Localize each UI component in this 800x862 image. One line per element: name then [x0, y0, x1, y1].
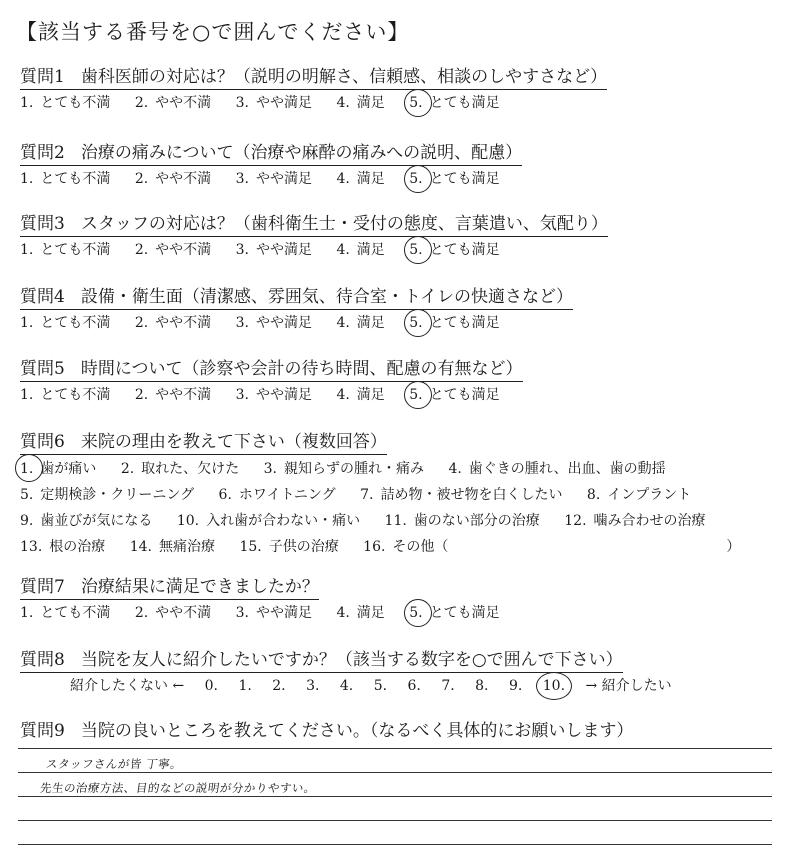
question-9 [20, 720, 790, 742]
question-number: 質問8 [20, 650, 65, 670]
reason-option-3[interactable]: 3. 親知らずの腫れ・痛み [263, 461, 424, 477]
question-1 [20, 66, 790, 114]
scale-5[interactable]: 5. [373, 678, 388, 694]
question-text: 治療結果に満足できましたか？ [80, 577, 319, 597]
question-1-heading [20, 66, 607, 90]
option-5-circled[interactable]: 5. とても満足 [409, 239, 499, 261]
option-3[interactable]: 3. やや満足 [235, 605, 312, 621]
scale-10-circled[interactable]: 10. [543, 675, 565, 697]
option-4[interactable]: 4. 満足 [336, 605, 385, 621]
question-number: 質問2 [20, 143, 65, 163]
scale-right-label: → 紹介したい [585, 678, 672, 694]
reason-option-11[interactable]: 11. 歯のない部分の治療 [384, 513, 540, 529]
reason-option-13[interactable]: 13. 根の治療 [20, 539, 106, 555]
question-2 [20, 142, 790, 190]
option-4[interactable]: 4. 満足 [336, 95, 385, 111]
question-text: 当院の良いところを教えてください。（なるべく具体的にお願いします） [80, 721, 634, 741]
question-number: 質問7 [20, 577, 65, 597]
question-text: 歯科医師の対応は？（説明の明解さ、信頼感、相談のしやすさなど） [80, 67, 608, 87]
question-5-heading [20, 358, 523, 382]
reason-option-7[interactable]: 7. 詰め物・被せ物を白くしたい [360, 487, 563, 503]
question-9-heading [20, 720, 790, 742]
answer-line [18, 748, 772, 749]
reason-option-5[interactable]: 5. 定期検診・クリーニング [20, 487, 195, 503]
option-2[interactable]: 2. やや不満 [134, 171, 212, 187]
rating-options [20, 312, 790, 334]
question-text: 治療の痛みについて（治療や麻酔の痛みへの説明、配慮） [80, 143, 523, 163]
question-number: 質問4 [20, 287, 65, 307]
scale-left-label: 紹介したくない ← [70, 678, 185, 694]
question-text: 時間について（診察や会計の待ち時間、配慮の有無など） [80, 359, 523, 379]
reason-options [20, 509, 790, 533]
rating-options [20, 602, 790, 624]
reason-options [20, 457, 790, 481]
answer-line [18, 796, 772, 797]
question-4 [20, 286, 790, 334]
option-5-circled[interactable]: 5. とても満足 [409, 312, 499, 334]
question-3-heading [20, 213, 608, 237]
scale-9[interactable]: 9. [508, 678, 523, 694]
reason-option-12[interactable]: 12. 噛み合わせの治療 [564, 513, 706, 529]
reason-options [20, 535, 790, 559]
reason-option-16-other[interactable]: 16. その他（ [363, 539, 449, 555]
question-6 [20, 431, 790, 559]
option-1[interactable]: 1. とても不満 [20, 171, 111, 187]
handwritten-answer-1[interactable]: スタッフさんが皆 丁寧。 [45, 757, 184, 771]
page-title: 【該当する番号を○で囲んでください】 [16, 20, 410, 44]
question-text: 来院の理由を教えて下さい（複数回答） [80, 432, 387, 452]
option-3[interactable]: 3. やや満足 [235, 387, 312, 403]
rating-options [20, 92, 790, 114]
option-3[interactable]: 3. やや満足 [235, 315, 312, 331]
option-1[interactable]: 1. とても不満 [20, 315, 111, 331]
question-3 [20, 213, 790, 261]
question-8-heading [20, 649, 623, 673]
question-number: 質問1 [20, 67, 65, 87]
answer-line [18, 844, 772, 845]
option-4[interactable]: 4. 満足 [336, 315, 385, 331]
rating-options [20, 384, 790, 406]
option-5-circled[interactable]: 5. とても満足 [409, 602, 499, 624]
option-4[interactable]: 4. 満足 [336, 171, 385, 187]
scale-6[interactable]: 6. [407, 678, 421, 694]
option-1[interactable]: 1. とても不満 [20, 242, 111, 258]
option-4[interactable]: 4. 満足 [336, 242, 385, 258]
option-5-circled[interactable]: 5. とても満足 [409, 92, 499, 114]
option-3[interactable]: 3. やや満足 [235, 95, 312, 111]
reason-option-10[interactable]: 10. 入れ歯が合わない・痛い [176, 513, 361, 529]
option-2[interactable]: 2. やや不満 [134, 387, 212, 403]
reason-option-6[interactable]: 6. ホワイトニング [218, 487, 336, 503]
reason-option-2[interactable]: 2. 取れた、欠けた [120, 461, 240, 477]
answer-line [18, 772, 772, 773]
recommend-scale [20, 675, 790, 697]
scale-7[interactable]: 7. [441, 678, 455, 694]
question-4-heading [20, 286, 573, 310]
reason-option-9[interactable]: 9. 歯並びが気になる [20, 513, 153, 529]
question-number: 質問6 [20, 432, 65, 452]
question-number: 質問3 [20, 214, 65, 234]
option-3[interactable]: 3. やや満足 [235, 242, 312, 258]
question-text: スタッフの対応は？（歯科衛生士・受付の態度、言葉遣い、気配り） [80, 214, 608, 234]
other-close-paren: ） [726, 539, 741, 555]
option-5-circled[interactable]: 5. とても満足 [409, 384, 499, 406]
reason-option-15[interactable]: 15. 子供の治療 [239, 539, 339, 555]
question-2-heading [20, 142, 522, 166]
rating-options [20, 168, 790, 190]
question-text: 当院を友人に紹介したいですか？（該当する数字を○で囲んで下さい） [80, 650, 623, 670]
reason-option-8[interactable]: 8. インプラント [586, 487, 692, 503]
question-text: 設備・衛生面（清潔感、雰囲気、待合室・トイレの快適さなど） [80, 287, 573, 307]
answer-line [18, 820, 772, 821]
option-4[interactable]: 4. 満足 [336, 387, 385, 403]
option-2[interactable]: 2. やや不満 [134, 95, 212, 111]
question-7 [20, 576, 790, 624]
rating-options [20, 239, 790, 261]
question-5 [20, 358, 790, 406]
option-2[interactable]: 2. やや不満 [134, 315, 212, 331]
question-6-heading [20, 431, 387, 455]
question-number: 質問5 [20, 359, 65, 379]
handwritten-answer-2[interactable]: 先生の治療方法、目的などの説明が分かりやすい。 [39, 781, 317, 795]
reason-option-4[interactable]: 4. 歯ぐきの腫れ、出血、歯の動揺 [448, 461, 666, 477]
scale-2[interactable]: 2. [272, 678, 286, 694]
option-3[interactable]: 3. やや満足 [235, 171, 312, 187]
option-1[interactable]: 1. とても不満 [20, 95, 111, 111]
scale-0[interactable]: 0. [204, 678, 218, 694]
scale-4[interactable]: 4. [339, 678, 354, 694]
reason-option-1-circled[interactable]: 1. 歯が痛い [20, 457, 96, 481]
option-1[interactable]: 1. とても不満 [20, 387, 111, 403]
option-1[interactable]: 1. とても不満 [20, 605, 111, 621]
scale-1[interactable]: 1. [238, 678, 252, 694]
reason-options [20, 483, 790, 507]
question-8 [20, 649, 790, 697]
reason-option-14[interactable]: 14. 無痛治療 [129, 539, 215, 555]
question-number: 質問9 [20, 721, 65, 741]
scale-8[interactable]: 8. [475, 678, 489, 694]
option-5-circled[interactable]: 5. とても満足 [409, 168, 499, 190]
option-2[interactable]: 2. やや不満 [134, 605, 212, 621]
option-2[interactable]: 2. やや不満 [134, 242, 212, 258]
question-7-heading [20, 576, 319, 600]
scale-3[interactable]: 3. [306, 678, 320, 694]
